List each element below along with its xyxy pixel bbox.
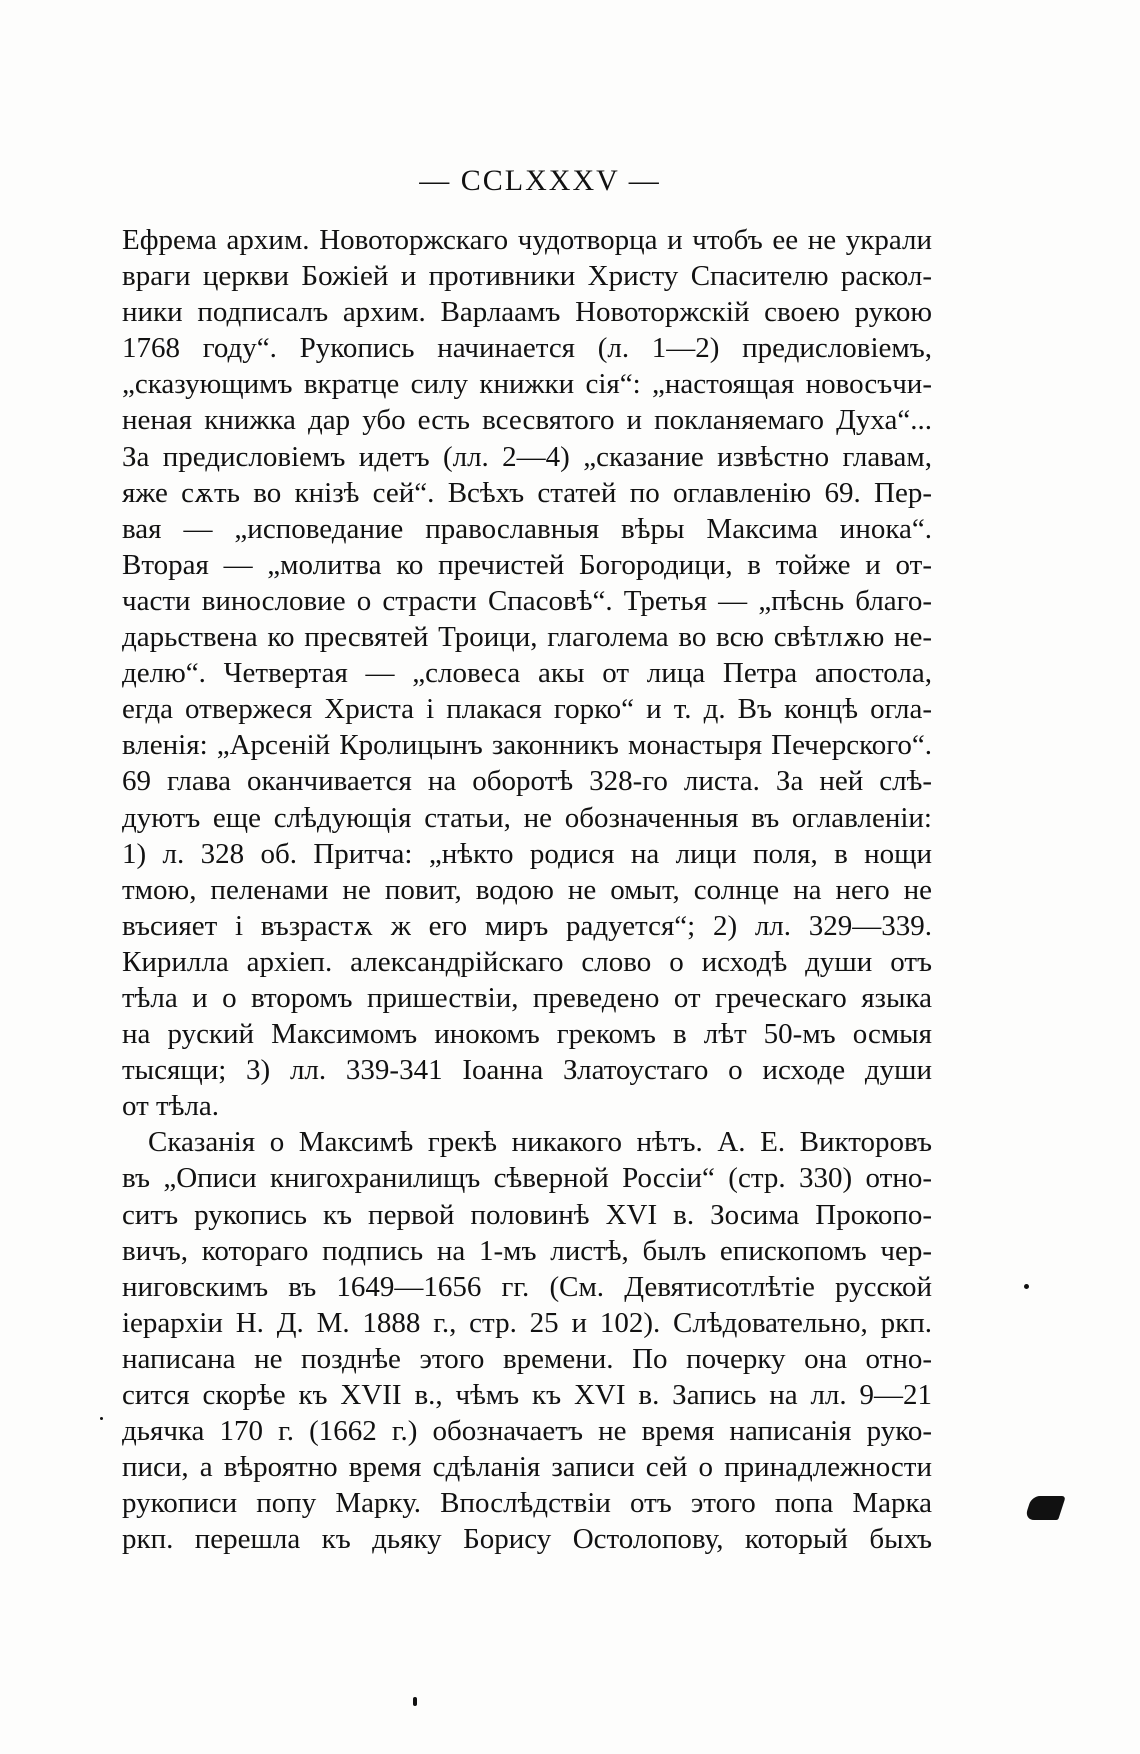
ink-speck <box>413 1697 417 1706</box>
text-line: За предисловiемъ идетъ (лл. 2—4) „сказание извѣстно главам, <box>122 440 932 473</box>
text-line: въ „Описи книгохранилищъ сѣверной Россiи“ (стр. 330) отно- <box>122 1162 932 1195</box>
text-line: Сказанiя о Максимѣ грекѣ никакого нѣтъ. А. Е. Викторовъ <box>148 1126 932 1159</box>
text-line: вичъ, котораго подпись на 1-мъ листѣ, былъ епископомъ чер- <box>122 1234 932 1267</box>
text-line: на руский Максимомъ инокомъ грекомъ в лѣт 50-мъ осмыя <box>122 1018 932 1051</box>
page-header: — CCLXXXV — <box>419 164 661 197</box>
text-line: вая — „исповедание православныя вѣры Максима инока“. <box>122 512 932 545</box>
text-line: писи, а вѣроятно время сдѣланiя записи сей о принадлежности <box>122 1451 932 1484</box>
body-text <box>122 222 932 1557</box>
text-line: сится скорѣе къ XVII в., чѣмъ къ XVI в. Запись на лл. 9—21 <box>122 1379 932 1411</box>
text-line: Ефрема архим. Новоторжскаго чудотворца и чтобъ ее не украли <box>122 224 932 256</box>
text-line: ники подписалъ архим. Варлаамъ Новоторжскiй своею рукою <box>122 296 932 329</box>
text-line: въсияет i възрастѫ ж его миръ радуется“; 2) лл. 329—339. <box>122 909 932 942</box>
ink-smudge <box>1024 1496 1066 1520</box>
text-line: Кирилла архiеп. александрiйскаго слово о исходѣ души отъ <box>122 945 932 978</box>
text-line: дарьствена ко пресвятей Троици, глаголема во всю свѣтлѫю не- <box>122 621 932 654</box>
text-line: неная книжка дар убо есть всесвятого и покланяемаго Духа“... <box>122 404 932 437</box>
text-line: 1) л. 328 об. Притча: „нѣкто родися на лици поля, в нощи <box>122 837 932 870</box>
text-line: яже сѫть во кнiзѣ сей“. Всѣхъ статей по оглавленiю 69. Пер- <box>122 476 932 509</box>
text-line: дуютъ еще слѣдующiя статьи, не обозначенныя въ оглавленiи: <box>122 801 932 834</box>
text-line: 69 глава оканчивается на оборотѣ 328-го листа. За ней слѣ- <box>122 765 932 798</box>
text-line: тѣла и о второмъ пришествiи, преведено от греческаго языка <box>122 981 932 1014</box>
text-line: части винословие о страсти Спасовѣ“. Третья — „пѣснь благо- <box>122 584 932 617</box>
text-line: Вторая — „молитва ко пречистей Богородици, в тойже и от- <box>122 548 932 581</box>
ink-speck <box>1024 1284 1029 1289</box>
text-line: ниговскимъ въ 1649—1656 гг. (См. Девятисотлѣтiе русской <box>122 1270 932 1303</box>
text-line: враги церкви Божiей и противники Христу Спасителю раскол- <box>122 260 932 293</box>
text-line: „сказующимъ вкратце силу книжки сiя“: „настоящая новосъчи- <box>122 368 932 401</box>
text-line: дьячка 170 г. (1662 г.) обозначаетъ не время написанiя руко- <box>122 1415 932 1448</box>
text-line: егда отвержеся Христа i плакася горко“ и т. д. Въ концѣ огла- <box>122 693 932 726</box>
text-line: вленiя: „Арсенiй Кролицынъ законникъ монастыря Печерского“. <box>122 729 932 762</box>
text-line: ситъ рукопись къ первой половинѣ XVI в. Зосима Прокопо- <box>122 1198 932 1231</box>
text-line: от тѣла. <box>122 1090 220 1123</box>
paragraph <box>122 1124 932 1557</box>
text-line: тмою, пеленами не повит, водою не омыт, солнце на него не <box>122 873 932 906</box>
ink-speck <box>100 1417 103 1420</box>
paragraph <box>122 222 932 1124</box>
text-line: ркп. перешла къ дьяку Борису Остолопову, который быхъ <box>122 1523 932 1556</box>
text-line: рукописи попу Марку. Впослѣдствiи отъ этого попа Марка <box>122 1487 932 1520</box>
text-line: написана не позднѣе этого времени. По почерку она отно- <box>122 1342 932 1375</box>
text-line: iерархiи Н. Д. М. 1888 г., стр. 25 и 102). Слѣдовательно, ркп. <box>122 1306 932 1339</box>
text-line: 1768 году“. Рукопись начинается (л. 1—2) предисловiемъ, <box>122 332 932 365</box>
text-line: тысящи; 3) лл. 339-341 Iоанна Златоустаго о исходе души <box>122 1054 932 1087</box>
text-line: делю“. Четвертая — „словеса акы от лица Петра апостола, <box>122 657 932 690</box>
